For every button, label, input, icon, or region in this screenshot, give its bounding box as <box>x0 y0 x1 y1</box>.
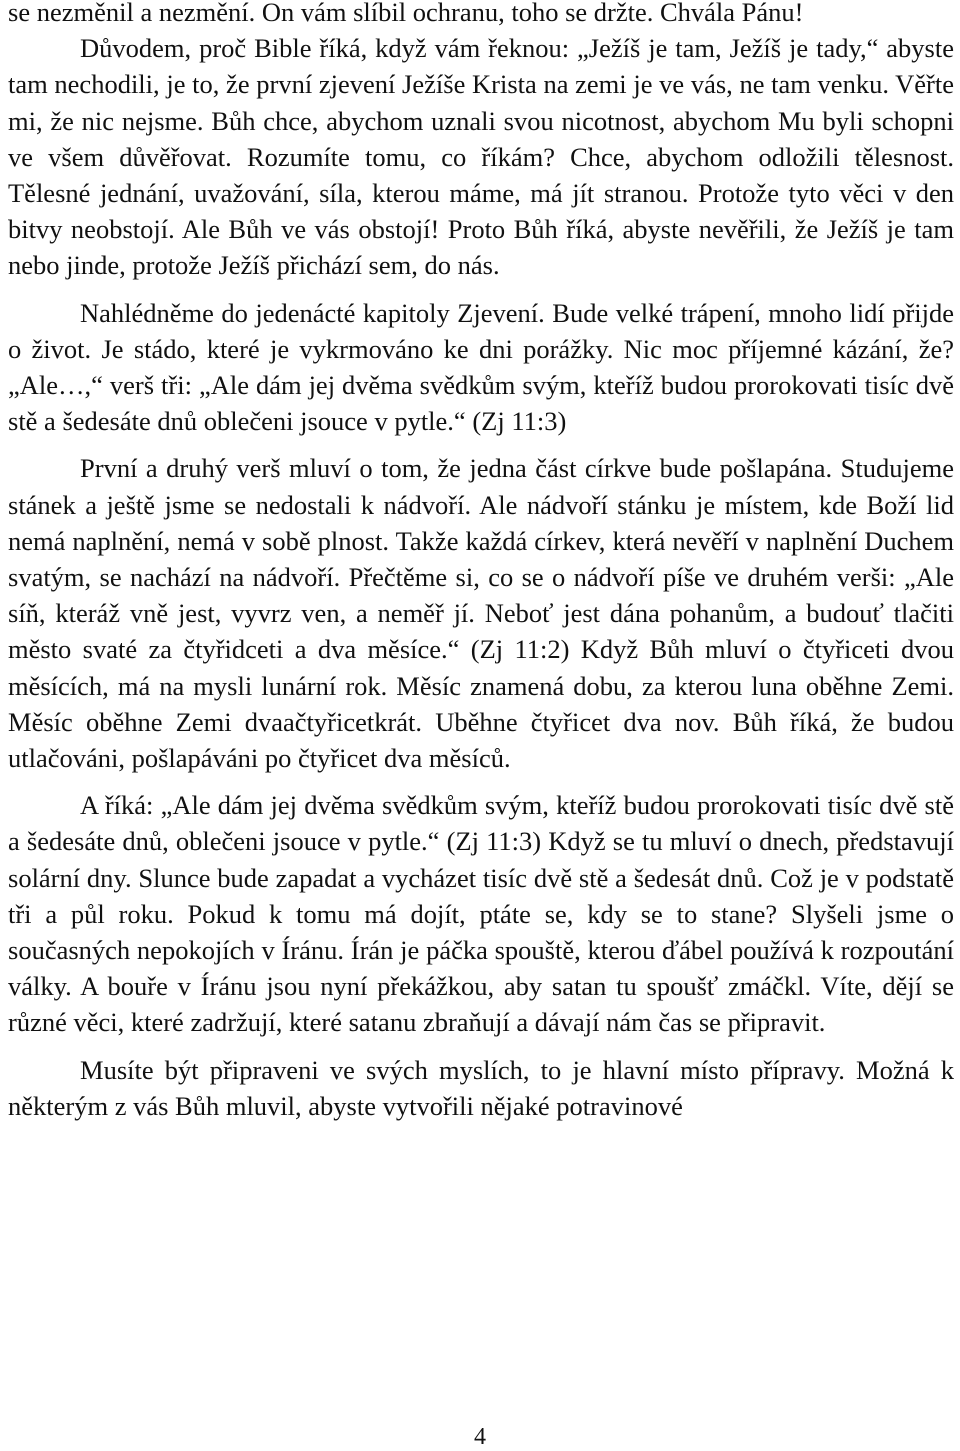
paragraph-1: Důvodem, proč Bible říká, když vám řeknou: „Ježíš je tam, Ježíš je tady,“ abyste tam nechodili, je to, že první zjevení Ježíše Krista na zemi je ve vás, ne tam venku. Věřte mi, že nic nejsme. Bůh chce, abychom uznali svou nicotnost, abychom Mu byli schopni ve všem důvěřovat. Rozumíte tomu, co říkám? Chce, abychom odložili tělesnost. Tělesné jednání, uvažování, síla, kterou máme, má jít stranou. Protože tyto věci v den bitvy neobstojí. Ale Bůh ve vás obstojí! Proto Bůh říká, abyste nevěřili, že Ježíš je tam nebo jinde, protože Ježíš přichází sem, do nás. <box>8 33 954 281</box>
paragraph-4: A říká: „Ale dám jej dvěma svědkům svým, kteříž budou prorokovati tisíc dvě stě a šedesáte dnů, oblečeni jsouce v pytle.“ (Zj 11:3) Když se tu mluví o dnech, představují solární dny. Slunce bude zapadat a vycházet tisíc dvě stě a šedesát dnů. Což je v podstatě tři a půl roku. Pokud k tomu má dojít, ptáte se, kdy se to stane? Slyšeli jsme o současných nepokojích v Íránu. Írán je páčka spouště, kterou ďábel používá k rozpoutání války. A bouře v Íránu jsou nyní překážkou, aby satan tu spoušť zmáčkl. Víte, dějí se různé věci, které zadržují, které satanu zbraňují a dávají nám čas se připravit. <box>8 790 954 1038</box>
paragraph-3: První a druhý verš mluví o tom, že jedna část církve bude pošlapána. Studujeme stánek a ještě jsme se nedostali k nádvoří. Ale nádvoří stánku je místem, kde Boží lid nemá naplnění, nemá v sobě plnost. Takže každá církev, která nevěří v naplnění Duchem svatým, se nachází na nádvoří. Přečtěme si, co se o nádvoří píše ve druhém verši: „Ale síň, kteráž vně jest, vyvrz ven, a neměř jí. Neboť jest dána pohanům, a budouť tlačiti město svaté za čtyřidceti a dva měsíce.“ (Zj 11:2) Když Bůh mluví o čtyřiceti dvou měsících, má na mysli lunární rok. Měsíc znamená dobu, za kterou luna oběhne Zemi. Měsíc oběhne Zemi dvaačtyřicetkrát. Uběhne čtyřicet dva nov. Bůh říká, že budou utlačováni, pošlapáváni po čtyřicet dva měsíců. <box>8 453 954 774</box>
page-number: 4 <box>474 1424 486 1450</box>
paragraph-2: Nahlédněme do jedenácté kapitoly Zjevení. Bude velké trápení, mnoho lidí přijde o život. Je stádo, které je vykrmováno ke dni porážky. Nic moc příjemné kázání, že? „Ale…,“ verš tři: „Ale dám jej dvěma svědkům svým, kteříž budou prorokovati tisíc dvě stě a šedesáte dnů oblečeni jsouce v pytle.“ (Zj 11:3) <box>8 297 954 437</box>
paragraph-5: Musíte být připraveni ve svých myslích, to je hlavní místo přípravy. Možná k některým z vás Bůh mluvil, abyste vytvořili nějaké potravinové <box>8 1054 954 1121</box>
paragraph-continuation: se nezměnil a nezmění. On vám slíbil ochranu, toho se držte. Chvála Pánu! <box>8 0 804 27</box>
body-text <box>8 0 954 1124</box>
